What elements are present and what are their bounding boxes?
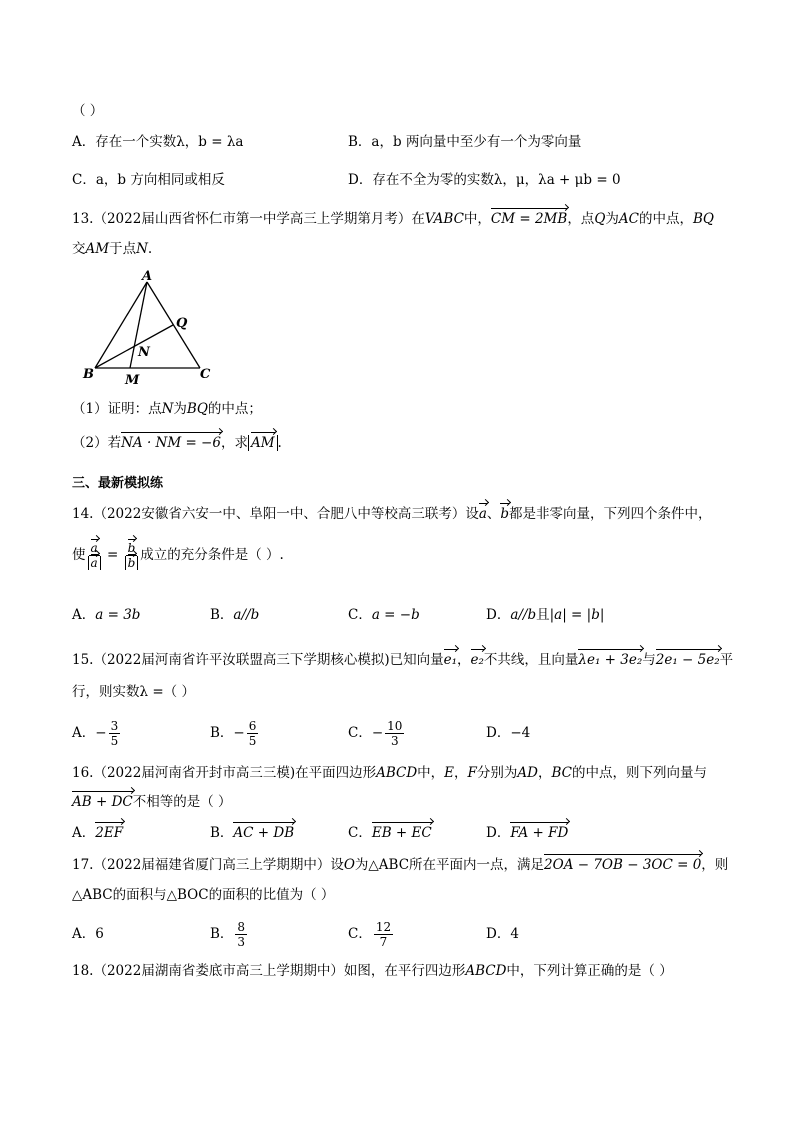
- point-e: E: [444, 765, 455, 781]
- point-n: N: [161, 401, 174, 417]
- text: 于点: [109, 241, 137, 257]
- q14-source: 14.（2022安徽省六安一中、阜阳一中、合肥八中等校高三联考）设: [72, 506, 479, 522]
- q14-stem-line1: 14.（2022安徽省六安一中、阜阳一中、合肥八中等校高三联考）设a、b都是非零向量，下列四个条件中，: [72, 506, 712, 522]
- q18-stem-line1: [72, 962, 673, 980]
- point-o: O: [343, 857, 355, 873]
- option-label: D．: [348, 172, 373, 188]
- fraction: [235, 920, 247, 949]
- text: 为: [605, 211, 619, 227]
- option-text: a，b 方向相同或相反: [95, 172, 225, 188]
- q14-option-c: [348, 606, 420, 624]
- option-text: |a| = |b|: [549, 607, 605, 623]
- fraction: [109, 719, 121, 748]
- option-text: FA + FD: [510, 825, 569, 841]
- option-text: EB + EC: [371, 825, 432, 841]
- text: （2）若: [72, 435, 122, 451]
- q13-stem-line1: [72, 210, 714, 228]
- q15-stem-line1: 15.（2022届河南省许平汝联盟高三下学期核心模拟)已知向量e₁，e₂不共线，且向量λe₁ + 3e₂与2e₁ − 5e₂平: [72, 652, 734, 668]
- sign: −: [233, 725, 245, 741]
- segment-ac: AC: [618, 211, 639, 227]
- denominator: 5: [248, 734, 257, 748]
- segment-ad: AD: [517, 765, 538, 781]
- label-m: M: [125, 373, 140, 388]
- option-label: D．: [486, 825, 511, 841]
- point-n: N: [136, 241, 148, 257]
- q15-option-d: [486, 716, 530, 750]
- q12-answer-paren: （ ）: [72, 103, 104, 119]
- vector-equation: 2OA − 7OB − 3OC = 0: [544, 857, 702, 873]
- option-text: a//b: [510, 607, 537, 623]
- q13-triangle: VABC: [424, 211, 464, 227]
- point-f: F: [467, 765, 477, 781]
- numerator: 6: [248, 719, 257, 733]
- sign: −: [95, 725, 107, 741]
- q16-option-b: [210, 824, 294, 842]
- text: .: [277, 435, 282, 451]
- option-label: A．: [72, 825, 96, 841]
- label-a: A: [142, 269, 153, 284]
- q17-source: 17.（2022届福建省厦门高三上学期期中）设: [72, 857, 344, 873]
- q17-option-a: [72, 917, 104, 951]
- segment-bq: BQ: [692, 211, 714, 227]
- vector-am-magnitude: AM: [250, 435, 275, 451]
- q14-option-d: [486, 606, 604, 624]
- label-q: Q: [176, 316, 188, 331]
- denominator: 3: [237, 935, 246, 949]
- option-label: A．: [72, 134, 96, 150]
- segment-bq: BQ: [186, 401, 208, 417]
- text: ，点: [567, 211, 595, 227]
- option-text: −4: [510, 725, 531, 741]
- option-label: A．: [72, 607, 96, 623]
- section-heading: 三、最新模拟练: [72, 476, 164, 491]
- q16-source: 16.（2022届河南省开封市高三三模)在平面四边形: [72, 765, 377, 781]
- option-text: 存在一个实数λ，b = λa: [95, 134, 244, 150]
- q15-option-b: [210, 716, 260, 750]
- q16-option-d: [486, 824, 568, 842]
- text: 平: [719, 652, 734, 668]
- text: 都是非零向量，下列四个条件中，: [509, 506, 712, 522]
- label-b: B: [83, 367, 94, 382]
- text: 分别为: [476, 765, 518, 781]
- dot-product-equation: NA · NM = −6: [121, 435, 221, 451]
- q12-option-d: [348, 171, 621, 189]
- q13-part1: [72, 400, 262, 418]
- option-label: A．: [72, 926, 96, 942]
- fraction: [247, 719, 259, 748]
- q16-stem-line1: [72, 764, 707, 782]
- q17-option-b: [210, 917, 249, 951]
- option-label: C．: [348, 607, 372, 623]
- q13-part2: [72, 434, 282, 452]
- text: 的中点，则下列向量与: [572, 765, 707, 781]
- text: 不共线，且向量: [483, 652, 579, 668]
- denominator: 3: [390, 734, 399, 748]
- option-text: 2EF: [95, 825, 124, 841]
- q14-stem-line2: 使 $\frac{a}{a}$ = $\frac{b}{b}$ 成立的充分条件是（ ）.: [72, 541, 284, 570]
- text: 为: [173, 401, 187, 417]
- text: ，: [457, 652, 471, 668]
- option-label: B．: [210, 825, 234, 841]
- q14-option-b: [210, 606, 259, 624]
- point-q: Q: [594, 211, 606, 227]
- option-text: 4: [510, 926, 519, 942]
- option-label: C．: [72, 172, 96, 188]
- fraction-a-over-abs-a: $\frac{a}{a}$: [88, 541, 101, 570]
- text: ，求: [220, 435, 248, 451]
- label-c: C: [200, 367, 211, 382]
- fraction-b-over-abs-b: $\frac{b}{b}$: [125, 541, 139, 570]
- q17-stem-line1: [72, 856, 728, 874]
- q12-option-b: [348, 133, 581, 151]
- text: ，则: [701, 857, 729, 873]
- option-text: AC + DB: [233, 825, 295, 841]
- numerator: 8: [237, 920, 246, 934]
- vector-sum: AB + DC: [72, 794, 133, 810]
- option-label: A．: [72, 725, 96, 741]
- q16-option-a: [72, 824, 123, 842]
- option-label: B．: [210, 926, 234, 942]
- text: 为△ABC所在平面内一点，满足: [354, 857, 545, 873]
- option-text: a//b: [233, 607, 260, 623]
- numerator: 3: [110, 719, 119, 733]
- q17-stem-line2: △ABC的面积与△BOC的面积的比值为（ ）: [72, 887, 335, 903]
- option-text: 6: [95, 926, 104, 942]
- sign: −: [371, 725, 384, 741]
- option-text: 存在不全为零的实数λ，μ，λa + μb = 0: [372, 172, 621, 188]
- parallelogram: ABCD: [465, 963, 507, 979]
- segment-bc: BC: [551, 765, 572, 781]
- denominator: 5: [110, 734, 119, 748]
- quadrilateral: ABCD: [376, 765, 418, 781]
- option-text: a = −b: [371, 607, 420, 623]
- option-text: a，b 两向量中至少有一个为零向量: [371, 134, 582, 150]
- option-label: C．: [348, 825, 372, 841]
- text: 、: [486, 506, 501, 522]
- label-n: N: [138, 345, 150, 360]
- q13-vector-equation: CM = 2MB: [490, 211, 568, 227]
- q17-option-d: [486, 917, 519, 951]
- q13-stem-line2: [72, 240, 152, 258]
- text: 使: [72, 547, 86, 563]
- fraction: [374, 920, 393, 949]
- text: 中，下列计算正确的是（ ）: [506, 963, 673, 979]
- q14-option-a: [72, 606, 140, 624]
- text: 的中点；: [207, 401, 262, 417]
- text: 成立的充分条件是（ ）.: [140, 547, 284, 563]
- q13-source: 13.（2022届山西省怀仁市第一中学高三上学期第月考）在: [72, 211, 425, 227]
- option-label: C．: [348, 725, 372, 741]
- edge-ac: [147, 282, 200, 368]
- q15-source: 15.（2022届河南省许平汝联盟高三下学期核心模拟)已知向量: [72, 652, 444, 668]
- q15-option-c: [348, 716, 406, 750]
- text: 与: [642, 652, 656, 668]
- option-label: B．: [348, 134, 372, 150]
- text: 不相等的是（ ）: [132, 794, 232, 810]
- text: ，: [537, 765, 552, 781]
- text: 中，: [463, 211, 491, 227]
- text: （1）证明：点: [72, 401, 162, 417]
- q16-option-c: [348, 824, 432, 842]
- text: 的中点，: [638, 211, 693, 227]
- q17-option-c: [348, 917, 395, 951]
- option-text: a = 3b: [95, 607, 141, 623]
- option-label: B．: [210, 725, 234, 741]
- q13-triangle-figure: [80, 268, 220, 388]
- option-text: 且: [536, 607, 550, 623]
- text: 中，: [417, 765, 445, 781]
- option-label: D．: [486, 725, 511, 741]
- fraction: [385, 719, 404, 748]
- segment-am: AM: [85, 241, 110, 257]
- numerator: 10: [387, 719, 403, 733]
- q15-option-a: [72, 716, 122, 750]
- q12-option-c: [72, 171, 225, 189]
- vector-1: λe₁ + 3e₂: [578, 652, 643, 668]
- vector-2: 2e₁ − 5e₂: [655, 652, 720, 668]
- text: 交: [72, 241, 86, 257]
- q15-stem-line2: 行，则实数λ =（ ）: [72, 684, 195, 700]
- text: ，: [454, 765, 468, 781]
- denominator: 7: [379, 935, 388, 949]
- q18-source: 18.（2022届湖南省娄底市高三上学期期中）如图，在平行四边形: [72, 963, 466, 979]
- numerator: 12: [375, 920, 392, 934]
- q12-option-a: [72, 133, 243, 151]
- option-label: C．: [348, 926, 372, 942]
- segment-bq-line: [95, 325, 173, 368]
- option-label: D．: [486, 926, 511, 942]
- option-label: B．: [210, 607, 234, 623]
- q16-stem-line2: [72, 793, 232, 811]
- option-label: D．: [486, 607, 511, 623]
- text: .: [147, 241, 153, 257]
